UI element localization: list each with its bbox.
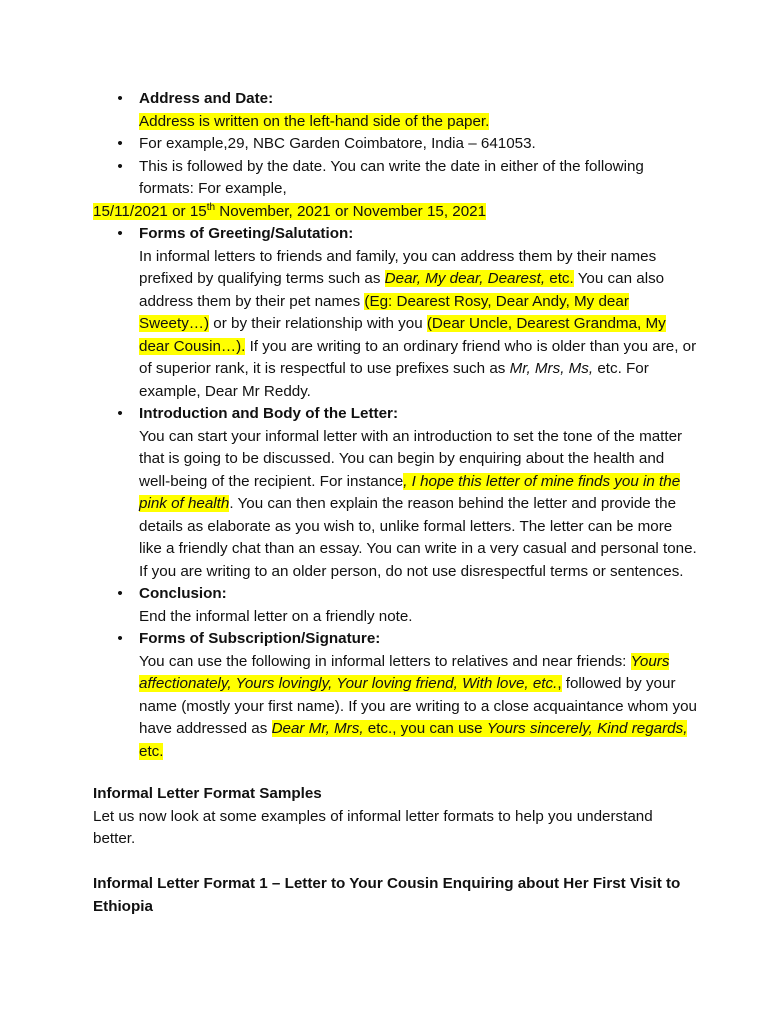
- format1-section: [93, 873, 693, 918]
- date-intro-text: This is followed by the date. You can write the date in either of the following formats: For example,: [139, 157, 644, 197]
- list-item-subscription: [117, 628, 699, 763]
- bullet-icon: •: [117, 225, 123, 242]
- format1-title: Informal Letter Format 1 – Letter to Your Cousin Enquiring about Her First Visit to Ethiopia: [93, 875, 681, 915]
- bullet-icon: •: [117, 90, 123, 107]
- date-formats-line: [93, 201, 699, 224]
- subscription-heading: Forms of Subscription/Signature:: [139, 630, 381, 647]
- address-position-text: Address is written on the left-hand side of the paper.: [139, 112, 490, 130]
- list-item-date-intro: [117, 156, 699, 201]
- bullet-icon: •: [117, 135, 123, 152]
- bullet-icon: •: [117, 585, 123, 602]
- samples-text: Let us now look at some examples of informal letter formats to help you understand better.: [93, 807, 653, 847]
- subscription-paragraph: You can use the following in informal letters to relatives and near friends: Yours affectionately, Yours lovingly, Your loving friend, With love, etc., followed by your name (mostly your first name). If you are writing to a close acquaintance whom you have addressed as Dear Mr, Mrs, etc., you can use Yours sincerely, Kind regards, etc.: [139, 652, 697, 760]
- intro-body-paragraph: You can start your informal letter with an introduction to set the tone of the matter that is going to be discussed. You can begin by enquiring about the health and well-being of the recipient. For instance, I hope this letter of mine finds you in the pink of health. You can then explain the reason behind the letter and provide the details as elaborate as you wish to, unlike formal letters. The letter can be more like a friendly chat than an essay. You can write in a very casual and personal tone. If you are writing to an older person, do not use disrespectful terms or sentences.: [139, 427, 697, 580]
- list-item-intro-body: [117, 403, 699, 583]
- list-item-address-example: [117, 133, 699, 156]
- greeting-paragraph: In informal letters to friends and family, you can address them by their names prefixed by qualifying terms such as Dear, My dear, Dearest, etc. You can also address them by their pet names (Eg: Dearest Rosy, Dear Andy, My dear Sweety…) or by their relationship with you (Dear Uncle, Dearest Grandma, My dear Cousin…). If you are writing to an ordinary friend who is older than you are, or of superior rank, it is respectful to use prefixes such as Mr, Mrs, Ms, etc. For example, Dear Mr Reddy.: [139, 247, 697, 400]
- samples-heading: Informal Letter Format Samples: [93, 785, 322, 802]
- guidelines-list: [93, 88, 699, 763]
- conclusion-heading: Conclusion:: [139, 585, 227, 602]
- conclusion-text: End the informal letter on a friendly note.: [139, 607, 413, 625]
- intro-body-heading: Introduction and Body of the Letter:: [139, 405, 399, 422]
- bullet-icon: •: [117, 157, 123, 175]
- bullet-icon: •: [117, 405, 123, 422]
- address-date-heading: Address and Date:: [139, 90, 274, 107]
- bullet-icon: •: [117, 630, 123, 647]
- list-item-conclusion: [117, 583, 699, 628]
- list-item-address-date: [117, 88, 699, 133]
- date-formats-text: 15/11/2021 or 15th November, 2021 or November 15, 2021: [93, 201, 487, 220]
- address-example-text: For example,29, NBC Garden Coimbatore, India – 641053.: [139, 135, 536, 152]
- greeting-heading: Forms of Greeting/Salutation:: [139, 225, 354, 242]
- samples-section: [93, 783, 693, 851]
- list-item-greeting: [117, 223, 699, 403]
